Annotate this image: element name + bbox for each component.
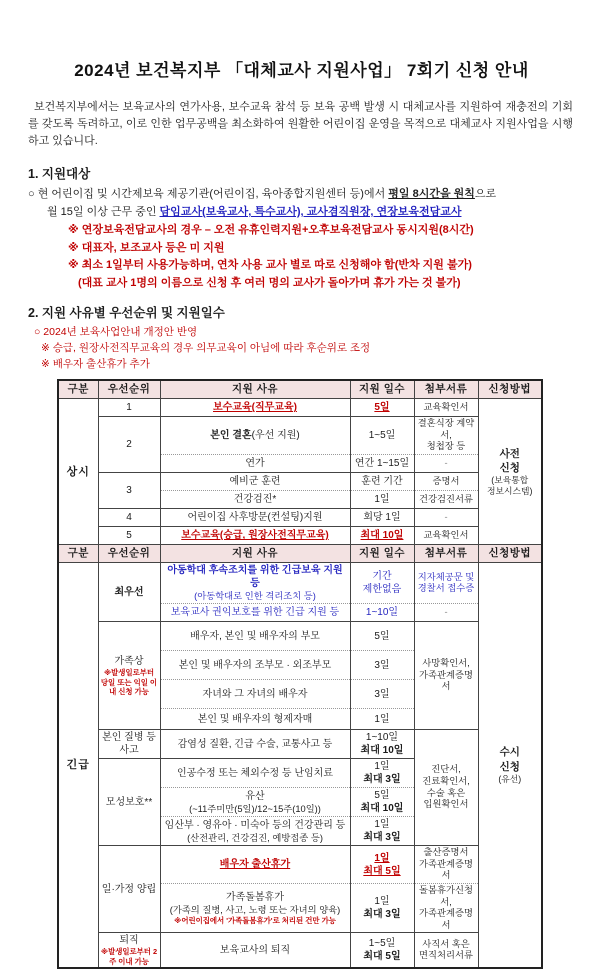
days-cell: 3일 xyxy=(350,651,414,680)
header-gubun: 구분 xyxy=(58,545,98,563)
section1-line2 xyxy=(28,204,575,222)
days-line: 최대 5일 xyxy=(363,951,401,963)
reason-cell: 인공수정 또는 체외수정 등 난임치료 xyxy=(160,759,350,788)
header-priority: 우선순위 xyxy=(98,545,160,563)
header-method: 신청방법 xyxy=(478,545,542,563)
doc-line: 입원확인서 xyxy=(423,799,469,810)
doc-cell: 교육확인서 xyxy=(414,527,478,545)
days-cell: 1일 xyxy=(350,491,414,509)
method-line: (보육통합 xyxy=(491,474,529,485)
doc-cell: 증명서 xyxy=(414,473,478,491)
header-method: 신청방법 xyxy=(478,380,542,399)
doc-line: 경찰서 접수증 xyxy=(417,583,475,594)
section1-note4: (대표 교사 1명의 이름으로 신청 후 여러 명의 교사가 돌아가며 휴가 가는 것 불가) xyxy=(78,277,461,290)
method-line: (유선) xyxy=(498,773,522,784)
reason-cell: 배우자, 본인 및 배우자의 부모 xyxy=(160,622,350,651)
days-line: 최대 10일 xyxy=(360,803,404,815)
priority-cell: 4 xyxy=(98,509,160,527)
priority-label: 본인 질병 등 xyxy=(102,732,156,744)
doc-cell xyxy=(414,417,478,455)
days-cell: 연간 1~15일 xyxy=(350,455,414,473)
section2-body xyxy=(28,325,575,372)
days-cell: 최대 10일 xyxy=(360,530,404,542)
priority-note: ※발생일로부터 2주 이내 가능 xyxy=(100,947,158,966)
doc-line: 사직서 혹은 xyxy=(422,938,470,949)
doc-cell: - xyxy=(414,509,478,527)
priority-table xyxy=(57,379,543,969)
doc-cell xyxy=(414,933,478,968)
group-sangsi: 상시 xyxy=(58,399,98,545)
reason-cell: 본인 및 배우자의 형제자매 xyxy=(160,709,350,730)
priority-cell: 일·가정 양립 xyxy=(98,846,160,933)
method-sangsi xyxy=(478,399,542,545)
section2-note2: ※ 승급, 원장사전직무교육의 경우 의무교육이 아님에 따라 후순위로 조정 xyxy=(41,341,371,354)
section1-note1: ※ 연장보육전담교사의 경우 – 오전 유휴인력지원+오후보육전담교사 동시지원(8시간) xyxy=(68,223,474,236)
header-gubun: 구분 xyxy=(58,380,98,399)
circle-bullet-icon: ○ xyxy=(28,188,35,201)
group-gingeup: 긴급 xyxy=(58,563,98,968)
reason-cell xyxy=(160,884,350,933)
days-cell xyxy=(350,817,414,846)
section2-note1: ○ 2024년 보육사업안내 개정안 반영 xyxy=(34,326,198,339)
reason-cell: 보육교사 권익보호를 위한 긴급 지원 등 xyxy=(170,607,340,619)
section2-heading: 2. 지원 사유별 우선순위 및 지원일수 xyxy=(28,306,225,321)
days-cell: 훈련 기간 xyxy=(350,473,414,491)
doc-line: 면직처리서류 xyxy=(419,950,473,961)
section1-teacher-list: 담임교사(보육교사, 특수교사), 교사겸직원장, 연장보육전담교사 xyxy=(159,205,462,218)
reason-line: 아동학대 후속조치를 위한 긴급보육 지원 등 xyxy=(167,565,343,590)
doc-line: 진료확인서, xyxy=(422,776,470,787)
priority-cell xyxy=(98,730,160,759)
page-title: 2024년 보건복지부 「대체교사 지원사업」 7회기 신청 안내 xyxy=(74,61,529,80)
doc-line: 가족관계증명서 xyxy=(419,908,473,930)
doc-cell xyxy=(414,622,478,730)
days-line: 1~10일 xyxy=(365,732,399,744)
doc-line: 진단서, xyxy=(431,764,461,775)
reason-cell xyxy=(160,817,350,846)
reason-line: (아동학대로 인한 격리조치 등) xyxy=(194,591,316,602)
days-cell: 5일 xyxy=(350,622,414,651)
days-line: 5일 xyxy=(374,790,390,802)
reason-line: 가족돌봄휴가 xyxy=(226,892,284,904)
section1-line1 xyxy=(28,186,575,204)
reason-cell: 감염성 질환, 긴급 수술, 교통사고 등 xyxy=(160,730,350,759)
doc-cell: 건강검진서류 xyxy=(414,491,478,509)
doc-line: 가족관계증명서 xyxy=(419,669,473,692)
priority-cell: 3 xyxy=(98,473,160,509)
priority-cell: 5 xyxy=(98,527,160,545)
days-cell xyxy=(350,884,414,933)
reason-line: (산전관리, 건강검진, 예방접종 등) xyxy=(187,832,323,843)
reason-cell: 보수교육(승급, 원장사전직무교육) xyxy=(181,530,329,542)
days-line: 1~5일 xyxy=(368,938,396,950)
table-row xyxy=(58,563,542,604)
doc-line: 결혼식장 계약서, xyxy=(417,418,475,440)
priority-note: ※발생일로부터 당일 또는 익일 이내 신청 가능 xyxy=(100,668,158,696)
doc-cell xyxy=(414,730,478,846)
section1-heading: 1. 지원대상 xyxy=(28,167,91,182)
table-row xyxy=(58,846,542,884)
days-cell: 1일 xyxy=(350,709,414,730)
table-row xyxy=(58,399,542,417)
doc-cell: - xyxy=(414,455,478,473)
reason-line: (가족의 질병, 사고, 노령 또는 자녀의 양육) xyxy=(169,905,341,916)
reason-cell: 예비군 훈련 xyxy=(160,473,350,491)
priority-cell xyxy=(98,933,160,968)
reason-cell: 어린이집 사후방문(컨설팅)지원 xyxy=(160,509,350,527)
doc-line: 사망확인서, xyxy=(422,658,470,669)
doc-cell xyxy=(414,563,478,604)
reason-line: (~11주미만(5일)/12~15주(10일)) xyxy=(189,803,321,814)
priority-cell: 최우선 xyxy=(98,563,160,622)
reason-cell: 보육교사의 퇴직 xyxy=(160,933,350,968)
doc-line: 가족관계증명서 xyxy=(419,858,473,881)
intro-paragraph: 보건복지부에서는 보육교사의 연가사용, 보수교육 참석 등 보육 공백 발생 시 대체교사를 지원하여 재충전의 기회를 갖도록 독려하고, 이로 인한 업무공백을 최소화하여 원활한 어린이집 운영을 목적으로 대체교사 지원사업을 시행하고 있습니다. xyxy=(28,101,573,148)
reason-cell: 연가 xyxy=(160,455,350,473)
reason-cell: 본인 결혼 xyxy=(210,430,252,442)
table-row xyxy=(58,527,542,545)
table-row xyxy=(58,933,542,968)
header-docs: 첨부서류 xyxy=(414,545,478,563)
table-row xyxy=(58,622,542,651)
reason-line: 유산 xyxy=(245,790,265,802)
priority-label: 가족상 xyxy=(114,656,144,668)
reason-cell xyxy=(160,563,350,604)
days-line: 최대 5일 xyxy=(363,865,401,877)
table-row xyxy=(58,417,542,455)
days-cell xyxy=(350,563,414,604)
table-row xyxy=(58,509,542,527)
header-days: 지원 일수 xyxy=(350,380,414,399)
section2-note3: ※ 배우자 출산휴가 추가 xyxy=(41,357,150,370)
header-days: 지원 일수 xyxy=(350,545,414,563)
days-cell: 3일 xyxy=(350,680,414,709)
doc-line: 지자체공문 및 xyxy=(417,571,475,582)
header-reason: 지원 사유 xyxy=(160,545,350,563)
header-docs: 첨부서류 xyxy=(414,380,478,399)
method-gingeup xyxy=(478,563,542,968)
doc-cell: - xyxy=(414,604,478,622)
method-line: 정보시스템) xyxy=(487,485,533,496)
doc-line: 수술 혹은 xyxy=(426,787,466,798)
doc-line: 출산증명서 xyxy=(423,847,469,858)
days-cell: 5일 xyxy=(374,402,390,414)
section1-body xyxy=(28,186,575,293)
reason-cell: 보수교육(직무교육) xyxy=(213,402,297,414)
reason-cell: 본인 및 배우자의 조부모 · 외조부모 xyxy=(160,651,350,680)
header-priority: 우선순위 xyxy=(98,380,160,399)
table-header xyxy=(58,380,542,399)
reason-cell: 배우자 출산휴가 xyxy=(219,859,291,871)
section1-line1-suffix: 으로 xyxy=(474,188,497,201)
days-cell xyxy=(350,759,414,788)
doc-cell xyxy=(414,846,478,884)
table-row xyxy=(58,473,542,491)
reason-line: 임산부 · 영유아 · 미숙아 등의 건강관리 등 xyxy=(164,819,346,831)
method-line: 신청 xyxy=(499,461,520,474)
days-cell xyxy=(350,846,414,884)
priority-cell: 모성보호** xyxy=(98,759,160,846)
section1-note2: ※ 대표자, 보조교사 등은 미 지원 xyxy=(68,241,225,254)
days-cell xyxy=(350,933,414,968)
method-line: 사전 xyxy=(499,447,520,460)
days-line: 기간 xyxy=(372,571,392,583)
days-line: 제한없음 xyxy=(362,584,402,596)
priority-cell: 2 xyxy=(98,417,160,473)
header-reason: 지원 사유 xyxy=(160,380,350,399)
doc-line: 청첩장 등 xyxy=(426,441,466,452)
doc-cell xyxy=(414,884,478,933)
priority-label: 퇴직 xyxy=(119,935,139,947)
reason-cell: 건강검진* xyxy=(160,491,350,509)
doc-cell: 교육확인서 xyxy=(414,399,478,417)
reason-cell xyxy=(160,788,350,817)
days-line: 최대 3일 xyxy=(363,909,401,921)
days-line: 1일 xyxy=(374,852,390,864)
days-line: 1일 xyxy=(374,761,390,773)
days-cell: 1~10일 xyxy=(365,607,399,619)
priority-label: 사고 xyxy=(119,745,139,757)
days-line: 최대 3일 xyxy=(363,832,401,844)
section1-note3: ※ 최소 1일부터 사용가능하며, 연차 사용 교사 별로 따로 신청해야 함(반차 지원 불가) xyxy=(68,259,472,272)
days-cell: 1~5일 xyxy=(350,417,414,455)
doc-line: 돌봄휴가신청서, xyxy=(419,885,473,907)
reason-cell-suffix: (우선 지원) xyxy=(251,430,300,442)
days-line: 1일 xyxy=(374,896,390,908)
days-line: 최대 10일 xyxy=(360,745,404,757)
table-row xyxy=(58,730,542,759)
table-header-repeat xyxy=(58,545,542,563)
days-cell xyxy=(350,730,414,759)
method-line: 신청 xyxy=(499,760,520,773)
section1-line1-emphasis: 평일 8시간을 원칙 xyxy=(388,188,475,201)
reason-cell: 자녀와 그 자녀의 배우자 xyxy=(160,680,350,709)
section1-line2-text: 월 15일 이상 근무 중인 xyxy=(47,205,160,218)
days-cell: 회당 1일 xyxy=(350,509,414,527)
days-cell xyxy=(350,788,414,817)
section1-line1-text: 현 어린이집 및 시간제보육 제공기관(어린이집, 육아종합지원센터 등)에서 xyxy=(37,188,389,201)
reason-note: ※어린이집에서 '가족돌봄휴가'로 처리된 건만 가능 xyxy=(174,916,336,926)
days-line: 1일 xyxy=(374,819,390,831)
priority-cell: 1 xyxy=(98,399,160,417)
priority-cell xyxy=(98,622,160,730)
days-line: 최대 3일 xyxy=(363,774,401,786)
method-line: 수시 xyxy=(499,746,520,759)
